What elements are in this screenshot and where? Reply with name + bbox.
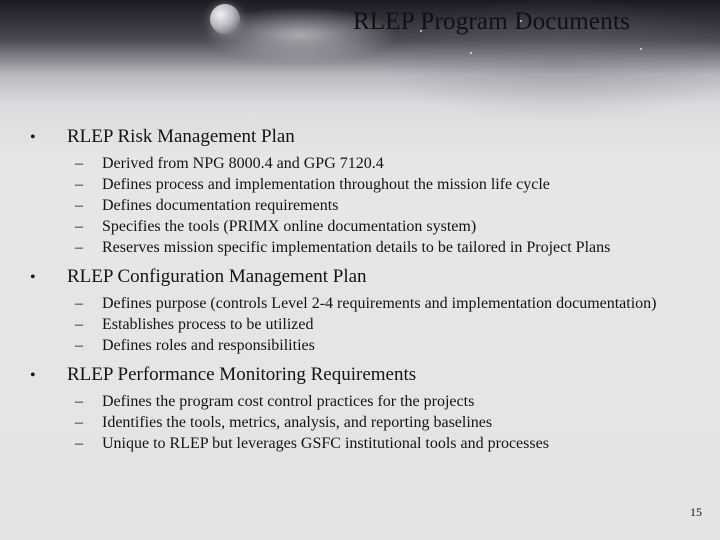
dash-icon: – — [75, 218, 83, 235]
dash-icon: – — [75, 239, 83, 256]
list-item: – Specifies the tools (PRIMX online documentation system) — [75, 218, 477, 235]
section-configuration-management — [30, 265, 700, 355]
section-heading: RLEP Configuration Management Plan — [67, 266, 367, 287]
dash-icon: – — [75, 295, 83, 312]
star-decoration — [640, 48, 642, 50]
star-decoration — [470, 52, 472, 54]
bullet-icon: • — [30, 129, 36, 146]
list-item: – Establishes process to be utilized — [75, 316, 314, 333]
page-number: 15 — [690, 505, 702, 519]
list-item: – Defines process and implementation throughout the mission life cycle — [75, 176, 550, 193]
section-risk-management — [30, 125, 700, 257]
list-item: – Reserves mission specific implementation details to be tailored in Project Plans — [75, 239, 611, 256]
section-heading: RLEP Performance Monitoring Requirements — [67, 364, 417, 385]
dash-icon: – — [75, 393, 83, 410]
bullet-icon: • — [30, 269, 36, 286]
dash-icon: – — [75, 316, 83, 333]
list-item: – Defines roles and responsibilities — [75, 337, 315, 354]
bullet-icon: • — [30, 367, 36, 384]
section-heading: RLEP Risk Management Plan — [67, 126, 295, 147]
slide-title: RLEP Program Documents — [352, 8, 630, 35]
list-item: – Defines the program cost control practices for the projects — [75, 393, 475, 410]
section-performance-monitoring — [30, 363, 700, 453]
list-item: – Derived from NPG 8000.4 and GPG 7120.4 — [75, 155, 384, 172]
dash-icon: – — [75, 176, 83, 193]
list-item: – Defines purpose (controls Level 2-4 requirements and implementation documentation) — [75, 295, 657, 312]
dash-icon: – — [75, 435, 83, 452]
list-item: – Identifies the tools, metrics, analysis, and reporting baselines — [75, 414, 493, 431]
sub-list — [75, 392, 700, 453]
list-item: – Defines documentation requirements — [75, 197, 339, 214]
dash-icon: – — [75, 197, 83, 214]
slide-content — [30, 125, 700, 461]
dash-icon: – — [75, 337, 83, 354]
dash-icon: – — [75, 155, 83, 172]
sub-list — [75, 154, 700, 257]
list-item: – Unique to RLEP but leverages GSFC institutional tools and processes — [75, 435, 549, 452]
dash-icon: – — [75, 414, 83, 431]
sub-list — [75, 294, 700, 355]
